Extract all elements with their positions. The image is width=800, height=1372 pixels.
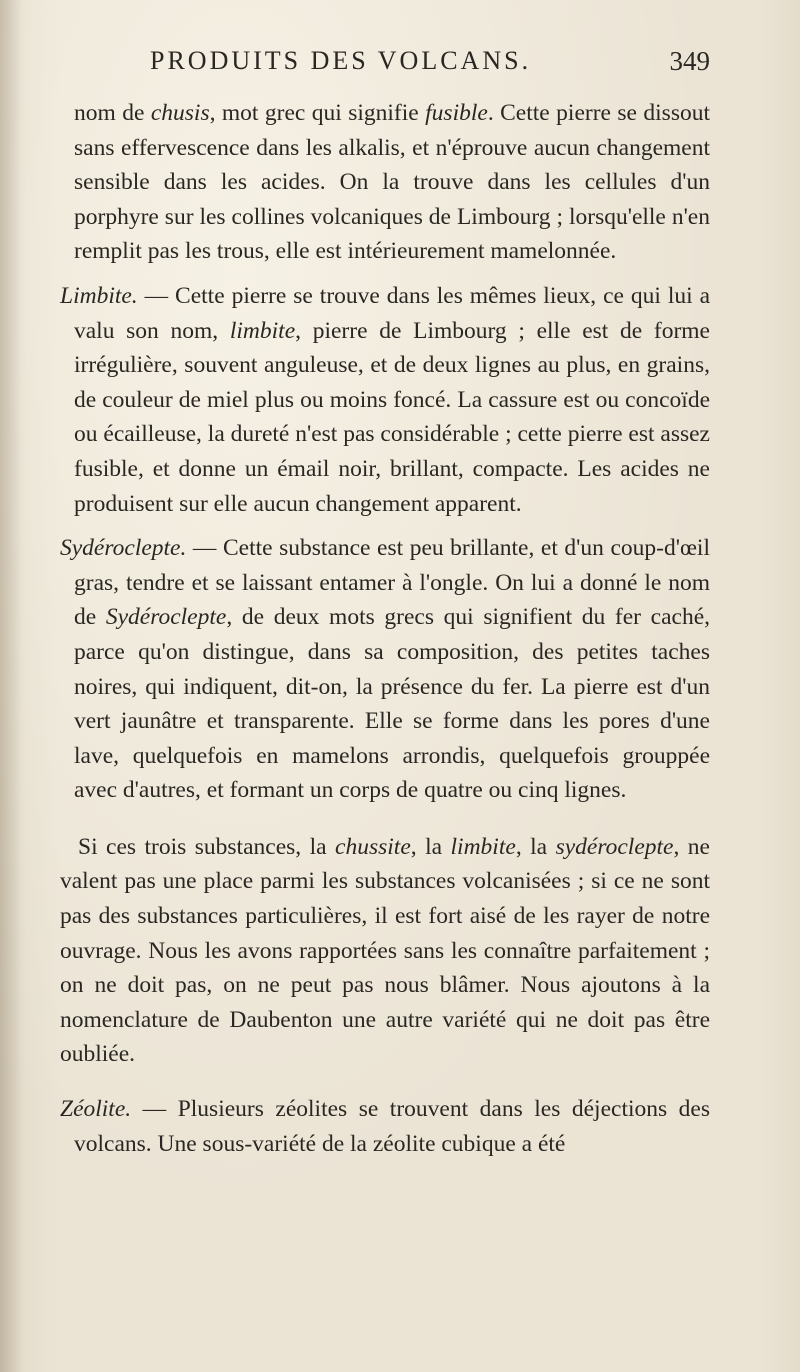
- text-run: . Cette pierre se dissout sans effervescence dans les alkalis, et n'éprouve aucun changement sensible dans les acides. On la trouve dans les cellules d'un porphyre sur les collines volcaniques de Limbourg ; lorsqu'elle n'en remplit pas les trous, elle est intérieurement mamelonnée.: [74, 100, 711, 265]
- text-run: , de deux mots grecs qui signifient du fer caché, parce qu'on distingue, dans sa composition, des petites taches noires, qui indiquent, dit-on, la présence du fer. La pierre est d'un vert jaunâtre et transparente. Elle se forme dans les pores d'une lave, quelquefois en mamelons arrondis, quelquefois grouppée avec d'autres, et formant un corps de quatre ou cinq lignes.: [74, 604, 710, 804]
- paragraph-zeolite: [60, 1092, 710, 1161]
- page-header: [150, 46, 710, 82]
- paragraph-commentary: [60, 830, 710, 1072]
- text-run: , ne valent pas une place parmi les substances volcanisées ; si ce ne sont pas des substances particulières, il est fort aisé de les rayer de notre ouvrage. Nous les avons rapportées sans les connaître parfaitement ; on ne doit pas, on ne peut pas nous blâmer. Nous ajoutons à la nomenclature de Daubenton une autre variété qui ne doit pas être oubliée.: [60, 833, 710, 1068]
- italic-term: Sydéroclepte: [105, 604, 227, 631]
- italic-term: limbite: [450, 833, 516, 860]
- text-run: — Plusieurs zéolites se trouvent dans les déjections des volcans. Une sous-variété de la zéolite cubique a été: [74, 1096, 710, 1157]
- text-run: Si ces trois substances, la: [78, 833, 336, 860]
- italic-term: limbite: [229, 317, 296, 344]
- paragraph-chussite-continued: [60, 96, 710, 269]
- entry-term: Limbite.: [60, 282, 138, 309]
- entry-term: Sydéroclepte.: [60, 535, 187, 562]
- italic-term: chussite: [335, 833, 411, 860]
- running-title: PRODUITS DES VOLCANS.: [150, 46, 532, 75]
- page-body: [60, 96, 710, 1161]
- paragraph-limbite: [60, 279, 710, 521]
- text-run: , pierre de Limbourg ; elle est de forme irrégulière, souvent anguleuse, et de deux lignes au plus, en grains, de couleur de miel plus ou moins foncé. La cassure est ou concoïde ou écailleuse, la dureté n'est pas considérable ; cette pierre est assez fusible, et donne un émail noir, brillant, compacte. Les acides ne produisent sur elle aucun changement apparent.: [74, 317, 710, 517]
- text-run: — Cette pierre se trouve dans les mêmes lieux, ce qui lui a valu son nom,: [74, 282, 710, 344]
- page-number: 349: [669, 46, 710, 76]
- italic-term: fusible: [425, 100, 488, 126]
- text-run: , la: [410, 833, 451, 860]
- italic-term: sydéroclepte: [555, 833, 674, 860]
- paragraph-syde*roclepte: [60, 531, 710, 808]
- page-gutter-shadow: [0, 0, 22, 1372]
- text-run: , mot grec qui signifie: [209, 100, 426, 126]
- text-run: , la: [515, 833, 556, 860]
- text-run: — Cette substance est peu brillante, et d'un coup-d'œil gras, tendre et se laissant entamer à l'ongle. On lui a donné le nom de: [74, 535, 710, 631]
- text-run: nom de: [74, 100, 151, 126]
- italic-term: chusis: [150, 100, 210, 126]
- entry-term: Zéolite.: [60, 1096, 132, 1123]
